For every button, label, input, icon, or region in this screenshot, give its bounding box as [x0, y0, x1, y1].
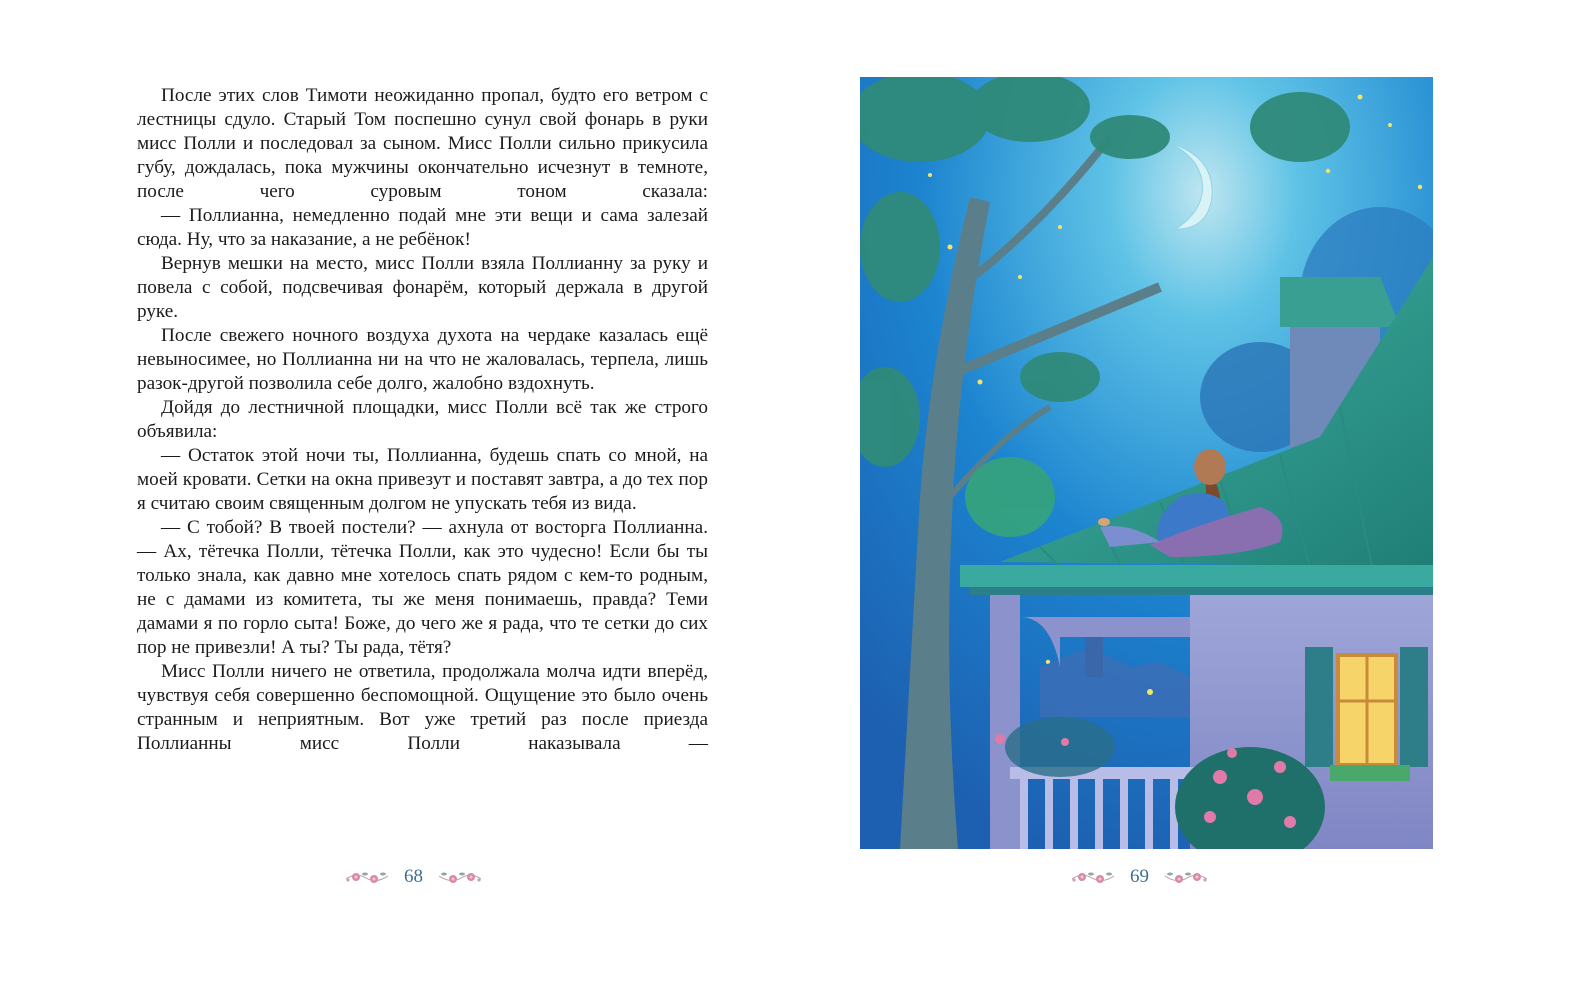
page-number-left [344, 864, 483, 890]
flower-ornament-icon [344, 868, 390, 886]
paragraph: После этих слов Тимоти неожиданно пропал, будто его ветром с лестницы сдуло. Старый Том поспешно сунул свой фонарь в руки мисс Полли и последовал за сыном. Мисс Полли сильно прикусила губу, дождалась, пока мужчины окончательно исчезнут в темноте, после чего суровым тоном сказала: [137, 85, 708, 202]
paragraph: После свежего ночного воздуха духота на чердаке казалась ещё невыносимее, но Поллианна ни на что не жаловалась, терпела, лишь разок-другой позволила себе долго, жалобно вздохнуть. [137, 325, 708, 394]
paragraph: — Остаток этой ночи ты, Поллианна, будешь спать со мной, на моей кровати. Сетки на окна привезут и поставят завтра, а до тех пор я считаю своим священным долгом не упускать тебя из вида. [137, 445, 708, 514]
paragraph: — С тобой? В твоей постели? — ахнула от восторга Поллианна. — Ах, тётечка Полли, тётечка Полли, как это чудесно! Если бы ты только знала, как давно мне хотелось спать рядом с кем-то родным, не с дамами из комитета, ты же меня понимаешь, правда? Теми дамами я по горло сыта! Боже, до чего же я рада, что те сетки до сих пор не привезли! А ты? Ты рада, тётя? [137, 517, 708, 658]
flower-ornament-icon [437, 868, 483, 886]
paragraph: Вернув мешки на место, мисс Полли взяла Поллианну за руку и повела с собой, подсвечивая фонарём, который держала в другой руке. [137, 253, 708, 322]
page-number: 68 [404, 866, 423, 887]
left-page-text [137, 84, 708, 756]
paragraph: — Поллианна, немедленно подай мне эти вещи и сама залезай сюда. Ну, что за наказание, а не ребёнок! [137, 205, 708, 250]
flower-ornament-icon [1070, 868, 1116, 886]
paragraph: Мисс Полли ничего не ответила, продолжала молча идти вперёд, чувствуя себя совершенно беспомощной. Ощущение это было очень странным и неприятным. Вот уже третий раз после приезда Поллианны мисс Полли наказывала — [137, 661, 708, 754]
night-roof-illustration [860, 77, 1433, 849]
paragraph: Дойдя до лестничной площадки, мисс Полли всё так же строго объявила: [137, 397, 708, 442]
illustration-art [860, 77, 1433, 849]
flower-ornament-icon [1163, 868, 1209, 886]
page-number-right [1070, 864, 1209, 890]
page-number: 69 [1130, 866, 1149, 887]
